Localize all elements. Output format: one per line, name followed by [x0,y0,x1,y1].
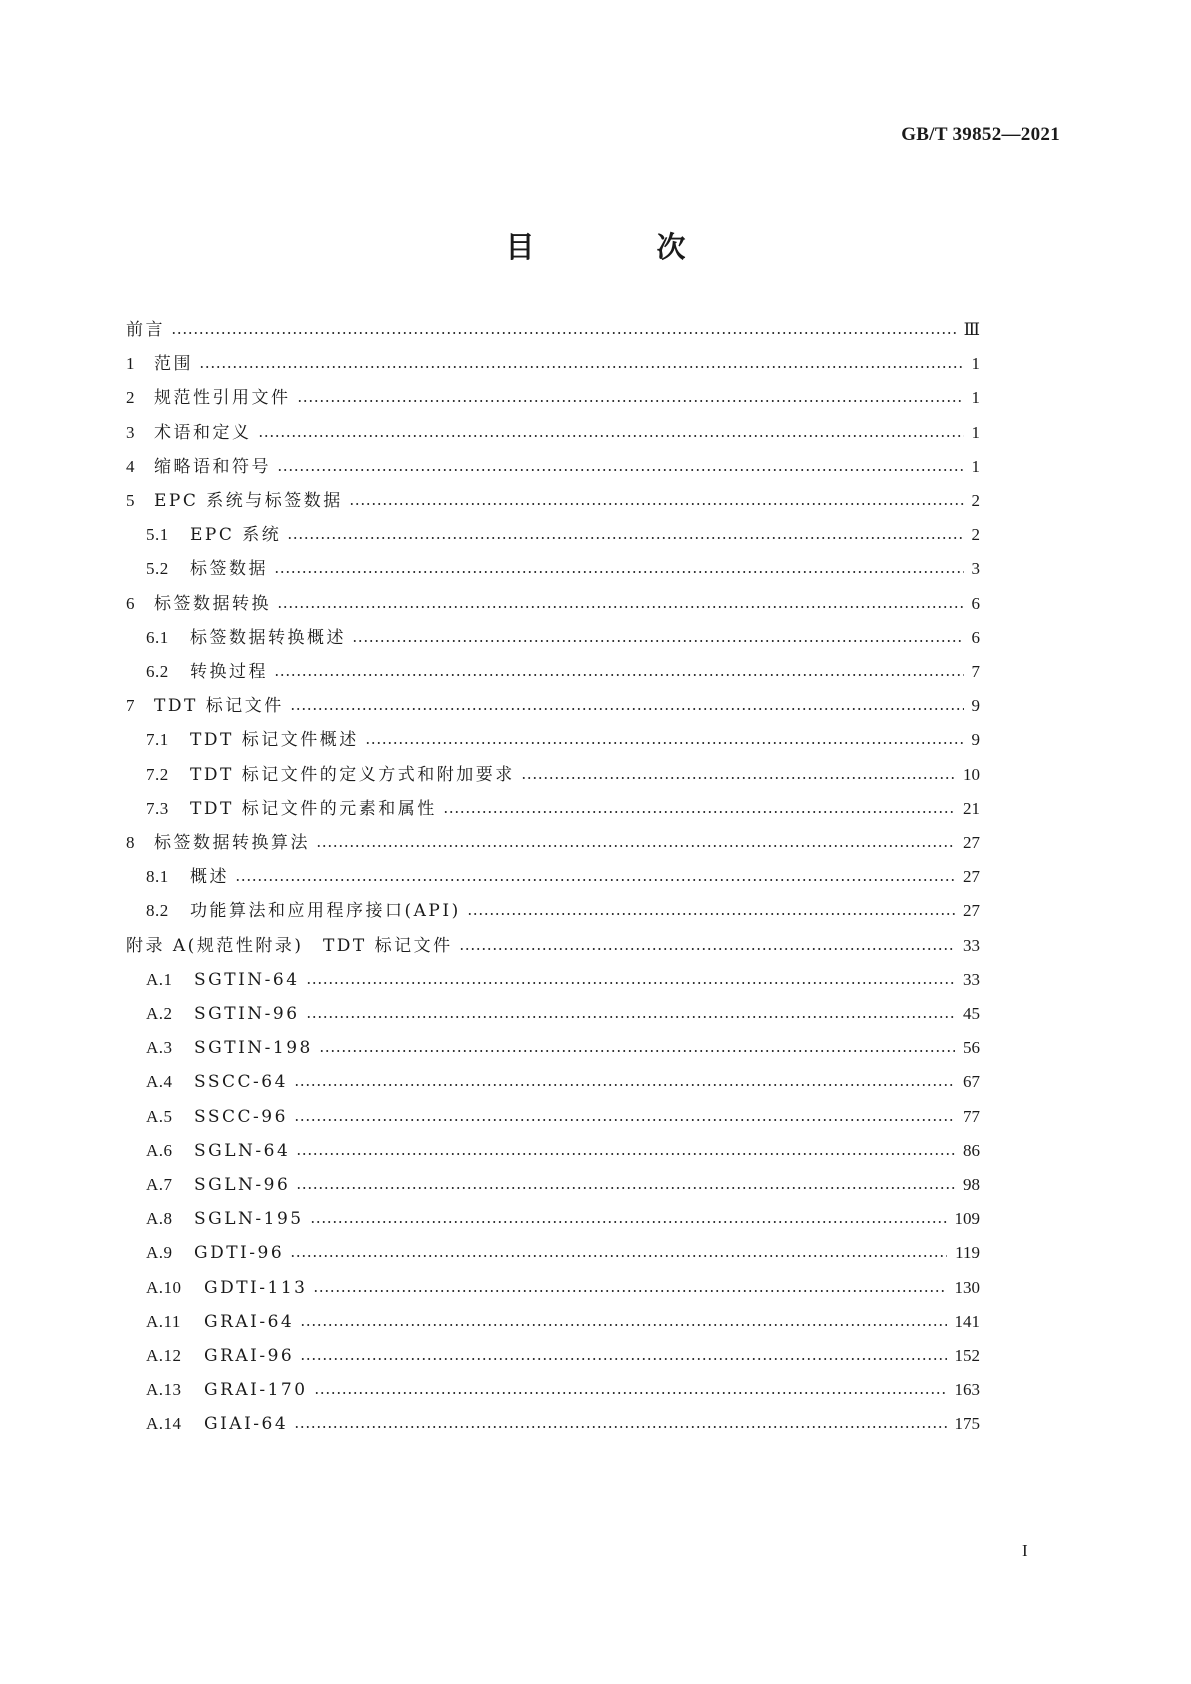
toc-entry-label: 规范性引用文件 [154,388,291,409]
toc-entry-label: SGLN-64 [194,1140,291,1161]
toc-entry-page: 9 [971,696,980,716]
toc-entry[interactable] [146,965,980,995]
toc-entry-page: 1 [971,422,980,442]
toc-entry-page: 21 [963,798,980,818]
toc-entry-number: 1 [126,354,135,374]
toc-entry-page: 56 [963,1038,980,1058]
toc-entry-label: 标签数据转换 [154,593,271,614]
toc-leader-dots [297,400,964,402]
toc-entry-number: A.10 [146,1277,182,1297]
toc-entry[interactable] [146,1307,980,1337]
toc-entry[interactable] [146,1409,980,1439]
toc-entry-number: 4 [126,456,135,476]
toc-entry[interactable] [146,623,980,653]
toc-entry-number: A.12 [146,1346,182,1365]
toc-entry-page: 86 [963,1140,980,1160]
toc-entry-number: 8.2 [146,901,169,921]
toc-entry-page: 45 [963,1004,980,1023]
toc-entry[interactable] [146,1204,980,1234]
toc-entry-label: 附录 A(规范性附录) TDT 标记文件 [126,935,453,956]
toc-leader-dots [274,571,964,573]
toc-entry[interactable] [126,315,980,345]
toc-entry-number: A.3 [146,1038,173,1058]
toc-leader-dots [277,469,964,471]
toc-leader-dots [296,1153,955,1155]
toc-entry-label: SGTIN-96 [194,1004,300,1024]
toc-leader-dots [365,742,964,744]
toc-entry-label: 范围 [154,354,193,375]
toc-leader-dots [199,366,964,368]
toc-leader-dots [467,913,955,915]
toc-entry[interactable] [126,931,980,961]
toc-entry-page: 1 [971,456,980,476]
toc-entry-number: 8.1 [146,867,169,887]
toc-entry[interactable] [126,452,980,482]
toc-leader-dots [235,879,955,881]
toc-entry-number: 3 [126,422,135,442]
toc-entry-page: 1 [971,354,980,374]
toc-leader-dots [258,435,964,437]
toc-entry-label: GIAI-64 [204,1414,289,1435]
toc-entry-page: 98 [963,1175,980,1194]
toc-entry-number: A.7 [146,1175,173,1194]
toc-entry-label: SGLN-96 [194,1175,291,1195]
toc-entry-label: 前言 [126,320,165,340]
toc-entry-number: A.5 [146,1106,173,1126]
toc-entry[interactable] [126,349,980,379]
page-title: 目 次 [505,230,742,264]
toc-entry-label: TDT 标记文件的定义方式和附加要求 [190,764,515,785]
toc-entry-page: 141 [954,1311,980,1331]
toc-leader-dots [171,332,956,334]
toc-leader-dots [294,1426,946,1428]
toc-entry-number: 5.1 [146,525,169,545]
toc-entry-label: 缩略语和符号 [154,456,271,477]
toc-entry[interactable] [146,1170,980,1200]
toc-leader-dots [296,1187,955,1189]
toc-entry[interactable] [146,1102,980,1132]
toc-entry[interactable] [126,589,980,619]
toc-entry-page: 163 [954,1380,980,1400]
toc-entry-page: 10 [963,764,980,784]
toc-entry-number: 6.1 [146,627,169,647]
toc-entry-page: 152 [954,1346,980,1365]
toc-entry-number: 5 [126,491,135,510]
toc-entry-label: 转换过程 [190,662,268,682]
toc-entry-label: TDT 标记文件 [154,696,284,717]
toc-entry[interactable] [146,1273,980,1303]
toc-leader-dots [319,1050,955,1052]
toc-leader-dots [290,708,964,710]
toc-entry[interactable] [126,383,980,413]
toc-entry-label: TDT 标记文件的元素和属性 [190,798,437,819]
toc-entry[interactable] [146,725,980,755]
toc-entry[interactable] [146,1033,980,1063]
toc-leader-dots [459,948,955,950]
toc-entry[interactable] [146,999,980,1029]
toc-entry-page: 27 [963,867,980,887]
toc-leader-dots [277,606,964,608]
toc-entry-page: 67 [963,1072,980,1092]
toc-entry[interactable] [126,486,980,516]
toc-entry-number: 6 [126,593,135,613]
toc-entry-page: 33 [963,935,980,955]
toc-entry-label: 术语和定义 [154,422,252,443]
toc-entry-label: 标签数据转换概述 [190,627,346,648]
toc-leader-dots [316,845,955,847]
toc-leader-dots [300,1324,946,1326]
toc-entry-number: A.13 [146,1380,182,1400]
toc-entry-page: 27 [963,833,980,852]
toc-leader-dots [310,1221,947,1223]
toc-entry-label: SGLN-195 [194,1209,304,1230]
toc-entry[interactable] [146,1238,980,1268]
page-number: I [1022,1541,1028,1560]
toc-entry-number: 7.2 [146,764,169,784]
toc-entry-number: A.4 [146,1072,173,1092]
toc-leader-dots [443,811,955,813]
toc-entry[interactable] [146,520,980,550]
standard-number: GB/T 39852—2021 [901,124,1060,145]
toc-entry-page: 33 [963,969,980,989]
toc-entry[interactable] [146,760,980,790]
toc-entry[interactable] [126,828,980,858]
toc-entry[interactable] [126,691,980,721]
toc-entry-label: SGTIN-198 [194,1038,313,1059]
toc-entry-page: 9 [971,730,980,750]
toc-entry-label: SSCC-64 [194,1072,288,1093]
toc-entry-label: 概述 [190,867,229,888]
toc-entry-number: A.11 [146,1311,181,1331]
toc-leader-dots [274,674,964,676]
toc-entry-label: EPC 系统 [190,525,282,546]
toc-leader-dots [294,1119,955,1121]
toc-leader-dots [294,1084,955,1086]
toc-entry[interactable] [146,1341,980,1371]
toc-leader-dots [287,537,963,539]
toc-entry[interactable] [146,1136,980,1166]
toc-entry[interactable] [146,657,980,687]
toc-entry-page: 6 [971,627,980,647]
toc-entry-page: 77 [963,1106,980,1126]
toc-entry-number: 7.1 [146,730,169,750]
toc-entry-number: A.2 [146,1004,173,1023]
toc-entry-number: A.9 [146,1243,173,1263]
toc-entry-number: 8 [126,833,135,852]
toc-entry-page: 2 [971,525,980,545]
toc-entry-number: 7.3 [146,798,169,818]
toc-entry-page: 7 [971,662,980,681]
toc-leader-dots [314,1392,947,1394]
toc-entry-label: SGTIN-64 [194,969,300,990]
toc-entry-number: 6.2 [146,662,169,681]
toc-entry-number: 2 [126,388,135,408]
toc-entry[interactable] [146,794,980,824]
toc-leader-dots [352,640,964,642]
toc-entry-page: 119 [955,1243,980,1263]
toc-entry-number: A.1 [146,969,173,989]
toc-leader-dots [290,1255,947,1257]
toc-entry[interactable] [146,862,980,892]
toc-entry-page: 109 [954,1209,980,1229]
toc-leader-dots [521,777,955,779]
toc-entry-label: SSCC-96 [194,1106,288,1127]
toc-entry-label: GRAI-96 [204,1346,295,1366]
toc-leader-dots [349,503,964,505]
toc-entry-label: GRAI-170 [204,1380,308,1401]
toc-entry-page: 175 [954,1414,980,1434]
toc-entry-number: 5.2 [146,559,169,579]
toc-entry-number: A.6 [146,1140,173,1160]
toc-entry-number: A.8 [146,1209,173,1229]
toc-entry-label: GDTI-96 [194,1243,285,1264]
toc-entry-page: 6 [971,593,980,613]
toc-entry-page: 1 [971,388,980,408]
toc-entry[interactable] [146,896,980,926]
toc-entry-label: GRAI-64 [204,1311,295,1332]
toc-entry[interactable] [146,1375,980,1405]
toc-leader-dots [313,1290,946,1292]
toc-leader-dots [300,1358,946,1360]
toc-entry-page: 3 [971,559,980,579]
toc-entry-label: 标签数据 [190,559,268,580]
toc-entry-label: TDT 标记文件概述 [190,730,359,751]
toc-entry[interactable] [126,418,980,448]
toc-entry-label: EPC 系统与标签数据 [154,491,343,511]
toc-entry-label: 功能算法和应用程序接口(API) [190,901,461,922]
toc-entry[interactable] [146,554,980,584]
toc-leader-dots [306,1016,955,1018]
toc-entry-page: 2 [971,491,980,510]
toc-entry[interactable] [146,1067,980,1097]
toc-entry-label: 标签数据转换算法 [154,833,310,853]
toc-entry-page: 27 [963,901,980,921]
toc-entry-page: 130 [954,1277,980,1297]
toc-entry-number: A.14 [146,1414,182,1434]
toc-entry-number: 7 [126,696,135,716]
toc-leader-dots [306,982,955,984]
toc-entry-label: GDTI-113 [204,1277,308,1298]
toc-entry-page: Ⅲ [963,320,980,339]
